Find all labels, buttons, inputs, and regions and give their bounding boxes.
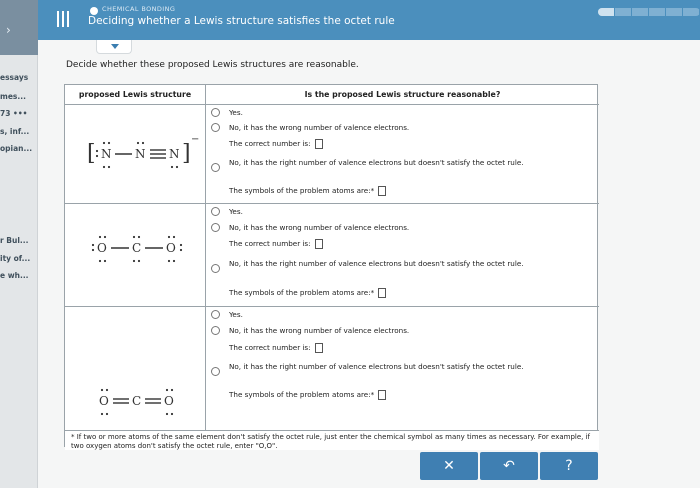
lone-pair-dot: [99, 260, 101, 262]
lone-pair-dot: [176, 166, 178, 168]
option-label: No, it has the wrong number of valence electrons.: [229, 326, 410, 335]
background-text: ity of...: [0, 254, 31, 263]
radio-button[interactable]: [211, 123, 220, 132]
column-header-reasonable: Is the proposed Lewis structure reasonable?: [304, 90, 501, 99]
right-bracket: ]: [182, 141, 191, 166]
lewis-structure-3: [65, 306, 205, 406]
lone-pair-dot: [92, 249, 94, 251]
field-label: The symbols of the problem atoms are:*: [229, 288, 375, 297]
lone-pair-dot: [171, 166, 173, 168]
page-title: Deciding whether a Lewis structure satisfies the octet rule: [88, 15, 395, 27]
option-label: Yes.: [229, 310, 243, 319]
lone-pair-dot: [138, 236, 140, 238]
atom-label: C: [132, 394, 142, 408]
instructions: Decide whether these proposed Lewis structures are reasonable.: [66, 60, 359, 70]
atom-label: N: [101, 147, 112, 161]
lone-pair-dot: [138, 260, 140, 262]
background-panel-header: [0, 0, 38, 55]
lone-pair-dot: [96, 155, 98, 157]
progress-segment: [649, 8, 666, 16]
lone-pair-dot: [142, 142, 144, 144]
progress-segment: [598, 8, 615, 16]
option-label: No, it has the wrong number of valence electrons.: [229, 123, 410, 132]
answer-box[interactable]: [315, 343, 323, 353]
action-bar: [420, 452, 598, 480]
answer-box[interactable]: [378, 186, 386, 196]
correct-number-field: [229, 239, 323, 249]
lewis-diagram: [65, 203, 205, 306]
answer-box[interactable]: [315, 239, 323, 249]
option-label: Yes.: [229, 207, 243, 216]
lone-pair-dot: [166, 413, 168, 415]
atom-label: O: [99, 394, 109, 408]
atom-label: N: [135, 147, 146, 161]
lone-pair-dot: [101, 413, 103, 415]
answer-box[interactable]: [378, 390, 386, 400]
radio-button[interactable]: [211, 367, 220, 376]
progress-segment: [683, 8, 700, 16]
radio-button[interactable]: [211, 163, 220, 172]
option-label: Yes.: [229, 108, 243, 117]
undo-button[interactable]: ↶: [480, 452, 538, 480]
footnote: * If two or more atoms of the same element don't satisfy the octet rule, just enter the chemical symbol as many times as necessary. For example, if two oxygen atoms don't satisfy the octet rule, enter "O,O".: [65, 430, 599, 450]
collapse-toggle[interactable]: [96, 40, 132, 54]
lone-pair-dot: [180, 249, 182, 251]
field-label: The correct number is:: [229, 239, 311, 248]
background-text: mes...: [0, 92, 26, 101]
field-label: The correct number is:: [229, 343, 311, 352]
answer-box[interactable]: [315, 139, 323, 149]
radio-button[interactable]: [211, 310, 220, 319]
progress-segment: [615, 8, 632, 16]
radio-button[interactable]: [211, 223, 220, 232]
lone-pair-dot: [133, 236, 135, 238]
problem-atoms-field: [229, 390, 386, 400]
radio-button[interactable]: [211, 326, 220, 335]
lone-pair-dot: [171, 413, 173, 415]
lewis-diagram: [65, 104, 205, 204]
problem-atoms-field: [229, 186, 386, 196]
option-label: No, it has the right number of valence electrons but doesn't satisfy the octet rule.: [229, 259, 524, 268]
field-label: The correct number is:: [229, 139, 311, 148]
lone-pair-dot: [104, 236, 106, 238]
background-text: s, inf...: [0, 127, 30, 136]
background-text: 73 •••: [0, 109, 28, 118]
lone-pair-dot: [133, 260, 135, 262]
lewis-diagram: [65, 306, 205, 430]
lewis-structure-2: [65, 203, 205, 303]
background-text: essays: [0, 73, 29, 82]
lone-pair-dot: [173, 260, 175, 262]
section-label: CHEMICAL BONDING: [102, 5, 176, 13]
content-area: [38, 40, 700, 488]
lone-pair-dot: [106, 413, 108, 415]
field-label: The symbols of the problem atoms are:*: [229, 186, 375, 195]
chevron-right-icon[interactable]: ›: [6, 23, 11, 37]
atom-label: O: [97, 241, 107, 255]
background-text: e wh...: [0, 271, 29, 280]
progress-segment: [632, 8, 649, 16]
progress-bar: [598, 8, 700, 16]
status-dot-icon: [90, 7, 98, 15]
lone-pair-dot: [173, 236, 175, 238]
left-bracket: [: [87, 141, 96, 166]
atom-label: O: [164, 394, 174, 408]
lone-pair-dot: [108, 166, 110, 168]
lone-pair-dot: [168, 236, 170, 238]
problem-atoms-field: [229, 288, 386, 298]
lone-pair-dot: [101, 389, 103, 391]
background-text: r Bul...: [0, 236, 29, 245]
lone-pair-dot: [108, 142, 110, 144]
lone-pair-dot: [96, 150, 98, 152]
atom-label: N: [169, 147, 180, 161]
correct-number-field: [229, 343, 323, 353]
field-label: The symbols of the problem atoms are:*: [229, 390, 375, 399]
question-table: [64, 84, 598, 450]
lone-pair-dot: [104, 260, 106, 262]
correct-number-field: [229, 139, 323, 149]
lone-pair-dot: [103, 166, 105, 168]
column-header-structure: proposed Lewis structure: [78, 90, 192, 99]
lone-pair-dot: [92, 244, 94, 246]
topic-header: [38, 0, 700, 40]
lone-pair-dot: [103, 142, 105, 144]
option-label: No, it has the right number of valence electrons but doesn't satisfy the octet rule.: [229, 362, 524, 371]
radio-button[interactable]: [211, 108, 220, 117]
menu-icon[interactable]: [56, 11, 70, 27]
column-divider: [205, 85, 206, 450]
progress-segment: [666, 8, 683, 16]
lone-pair-dot: [106, 389, 108, 391]
radio-button[interactable]: [211, 207, 220, 216]
lone-pair-dot: [180, 244, 182, 246]
atom-label: O: [166, 241, 176, 255]
option-label: No, it has the wrong number of valence electrons.: [229, 223, 410, 232]
answer-box[interactable]: [378, 288, 386, 298]
lone-pair-dot: [171, 389, 173, 391]
lone-pair-dot: [168, 260, 170, 262]
charge-label: −: [191, 134, 200, 145]
caret-down-icon: [111, 44, 119, 49]
lone-pair-dot: [137, 142, 139, 144]
background-panel: [0, 0, 38, 488]
help-button[interactable]: ?: [540, 452, 598, 480]
lone-pair-dot: [166, 389, 168, 391]
close-button[interactable]: ✕: [420, 452, 478, 480]
radio-button[interactable]: [211, 264, 220, 273]
background-text: opian...: [0, 144, 33, 153]
atom-label: C: [132, 241, 142, 255]
lewis-structure-1: [65, 104, 205, 204]
lone-pair-dot: [99, 236, 101, 238]
option-label: No, it has the right number of valence electrons but doesn't satisfy the octet rule.: [229, 158, 524, 167]
